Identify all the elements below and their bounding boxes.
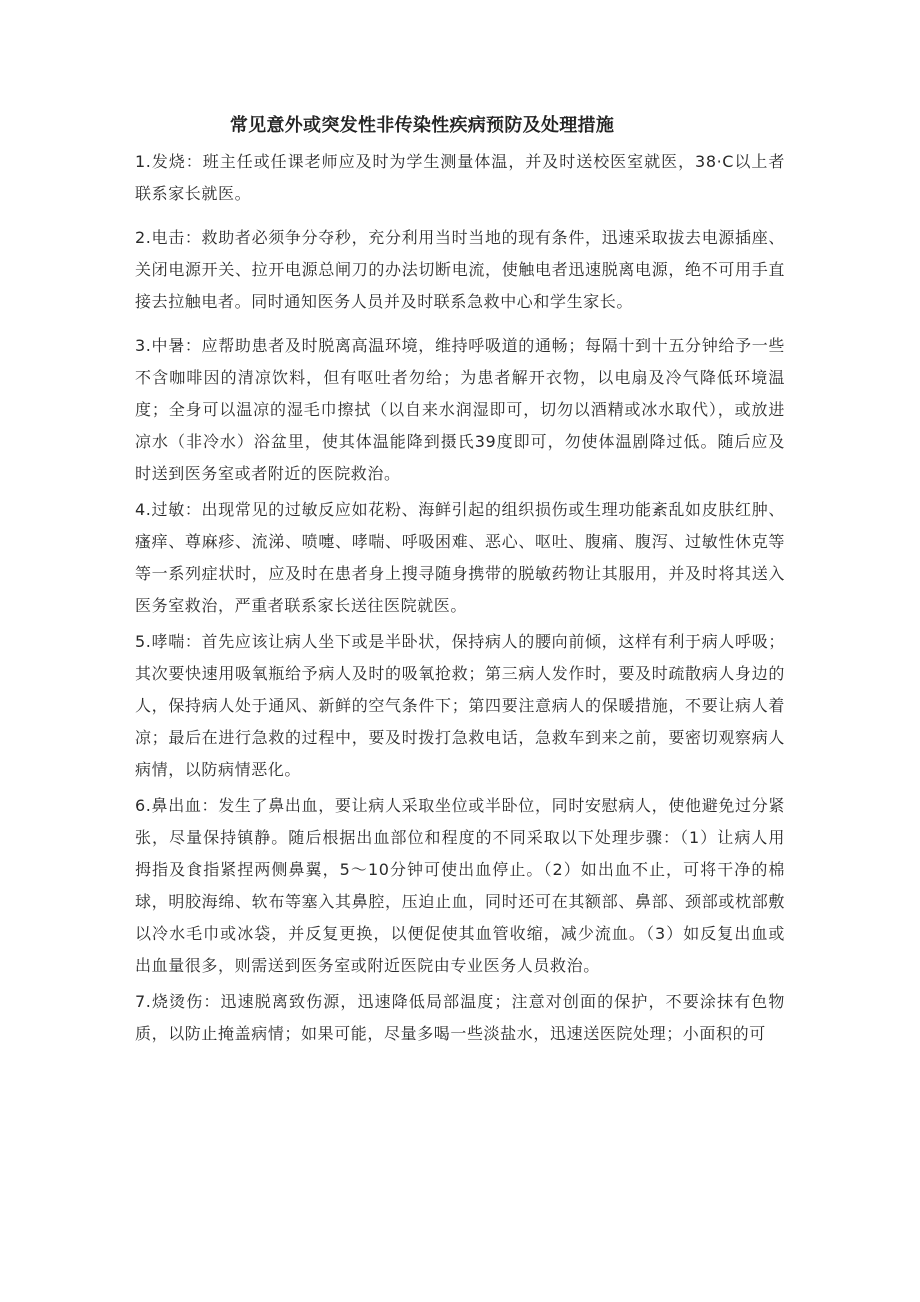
paragraph-heatstroke: 3.中暑：应帮助患者及时脱离高温环境，维持呼吸道的通畅；每隔十到十五分钟给予一些不含咖啡因的清凉饮料，但有呕吐者勿给；为患者解开衣物，以电扇及冷气降低环境温度；全身可以温凉的湿毛巾擦拭（以自来水润湿即可，切勿以酒精或冰水取代），或放进凉水（非冷水）浴盆里，使其体温能降到摄氏39度即可，勿使体温剧降过低。随后应及时送到医务室或者附近的医院救治。 [135,336,785,483]
paragraph-asthma: 5.哮喘：首先应该让病人坐下或是半卧状，保持病人的腰向前倾，这样有利于病人呼吸；其次要快速用吸氧瓶给予病人及时的吸氧抢救；第三病人发作时，要及时疏散病人身边的人，保持病人处于通风、新鲜的空气条件下；第四要注意病人的保暖措施，不要让病人着凉；最后在进行急救的过程中，要及时拨打急救电话，急救车到来之前，要密切观察病人病情，以防病情恶化。 [135,632,785,779]
document-body [135,146,785,1054]
paragraph-allergy: 4.过敏：出现常见的过敏反应如花粉、海鲜引起的组织损伤或生理功能紊乱如皮肤红肿、瘙痒、尊麻疹、流涕、喷嚏、哮喘、呼吸困难、恶心、呕吐、腹痛、腹泻、过敏性休克等等一系列症状时，应及时在患者身上搜寻随身携带的脱敏药物让其服用，并及时将其送入医务室救治，严重者联系家长送往医院就医。 [135,500,785,615]
paragraph-nosebleed: 6.鼻出血：发生了鼻出血，要让病人采取坐位或半卧位，同时安慰病人，使他避免过分紧张，尽量保持镇静。随后根据出血部位和程度的不同采取以下处理步骤：（1）让病人用拇指及食指紧捏两侧鼻翼，5～10分钟可使出血停止。（2）如出血不止，可将干净的棉球，明胶海绵、软布等塞入其鼻腔，压迫止血，同时还可在其额部、鼻部、颈部或枕部敷以冷水毛巾或冰袋，并反复更换，以便促使其血管收缩，减少流血。（3）如反复出血或出血量很多，则需送到医务室或附近医院由专业医务人员救治。 [135,796,785,975]
paragraph-burns: 7.烧烫伤：迅速脱离致伤源，迅速降低局部温度；注意对创面的保护，不要涂抹有色物质，以防止掩盖病情；如果可能，尽量多喝一些淡盐水，迅速送医院处理；小面积的可 [135,992,785,1043]
paragraph-fever: 1.发烧：班主任或任课老师应及时为学生测量体温，并及时送校医室就医，38·C以上者联系家长就医。 [135,152,785,203]
paragraph-electric-shock: 2.电击：救助者必须争分夺秒，充分利用当时当地的现有条件，迅速采取拔去电源插座、关闭电源开关、拉开电源总闸刀的办法切断电流，使触电者迅速脱离电源，绝不可用手直接去拉触电者。同时通知医务人员并及时联系急救中心和学生家长。 [135,228,785,311]
document-title: 常见意外或突发性非传染性疾病预防及处理措施 [229,115,615,136]
